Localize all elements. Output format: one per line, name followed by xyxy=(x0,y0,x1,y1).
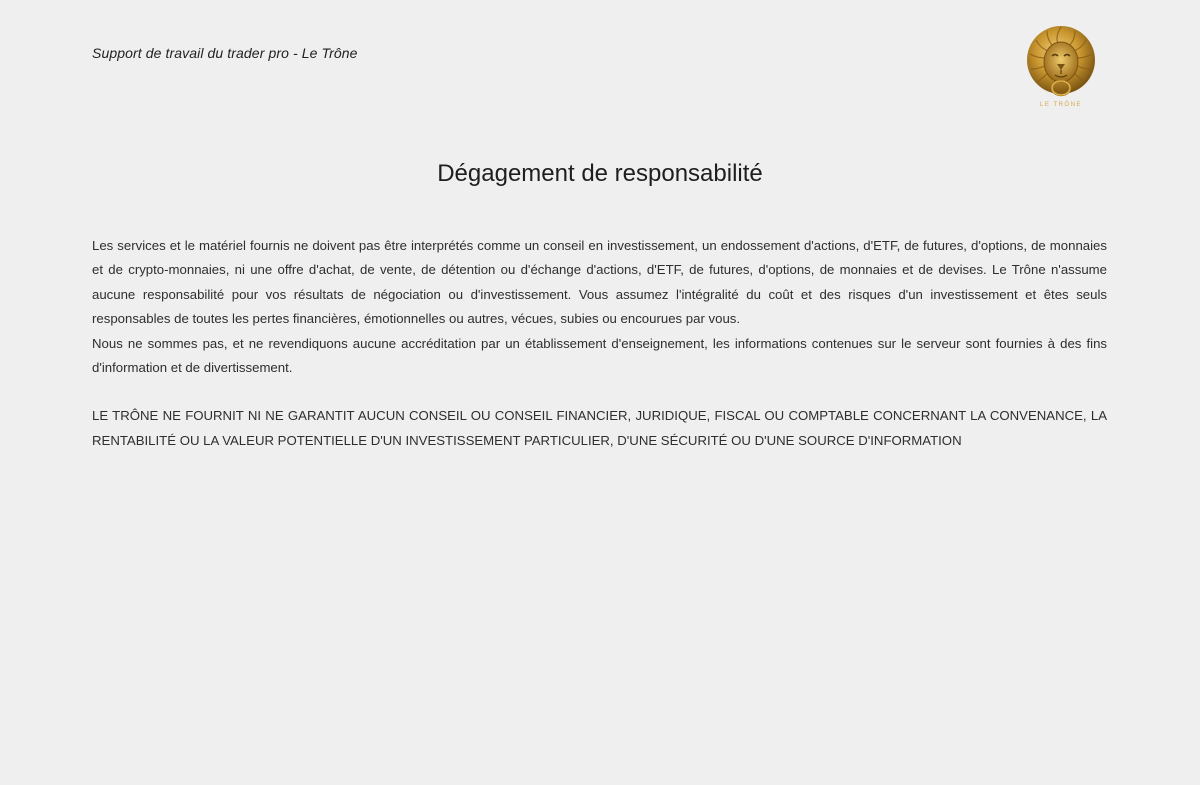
disclaimer-body xyxy=(92,234,1107,453)
le-trone-logo xyxy=(1022,22,1100,114)
paragraph-accreditation: Nous ne sommes pas, et ne revendiquons aucune accréditation par un établissement d'enseignement, les informations contenues sur le serveur sont fournies à des fins d'information et de divertissement. xyxy=(92,335,1107,376)
page-title: Dégagement de responsabilité xyxy=(437,160,763,187)
paragraph-no-advice: LE TRÔNE NE FOURNIT NI NE GARANTIT AUCUN CONSEIL OU CONSEIL FINANCIER, JURIDIQUE, FISCAL OU COMPTABLE CONCERNANT LA CONVENANCE, LA RENTABILITÉ OU LA VALEUR POTENTIELLE D'UN INVESTISSEMENT PARTICULIER, D'UNE SÉCURITÉ OU D'UNE SOURCE D'INFORMATION xyxy=(92,408,1107,448)
lion-head-knocker-icon xyxy=(1022,22,1100,102)
header-subtitle: Support de travail du trader pro - Le Trône xyxy=(92,45,358,61)
logo-caption: LE TRÔNE xyxy=(1040,102,1082,108)
paragraph-services: Les services et le matériel fournis ne doivent pas être interprétés comme un conseil en investissement, un endossement d'actions, d'ETF, de futures, d'options, de monnaies et de crypto-monnaies, ni une offre d'achat, de vente, de détention ou d'échange d'actions, d'ETF, de futures, d'options, de monnaies et de devises. Le Trône n'assume aucune responsabilité pour vos résultats de négociation ou d'investissement. Vous assumez l'intégralité du coût et des risques d'un investissement et êtes seuls responsables de toutes les pertes financières, émotionnelles ou autres, vécues, subies ou encourues par vous. xyxy=(92,238,1107,327)
